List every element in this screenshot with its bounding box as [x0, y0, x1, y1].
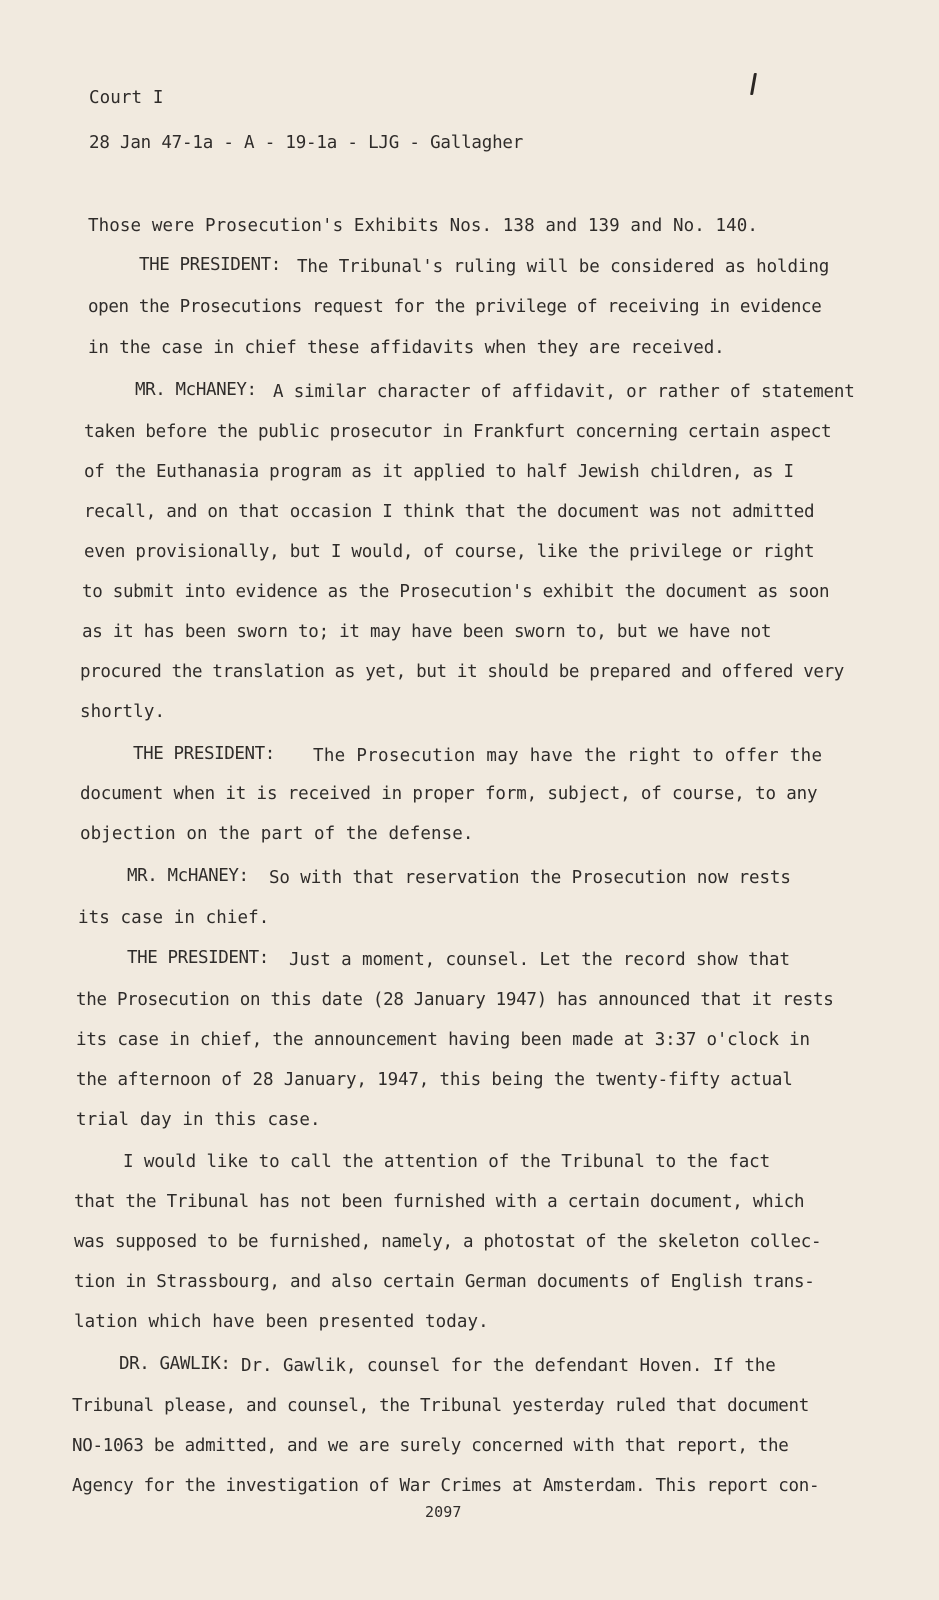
- text-line: as it has been sworn to; it may have been sworn to, but we have not: [82, 622, 772, 642]
- speaker-label: THE PRESIDENT:: [133, 744, 275, 764]
- text-line: recall, and on that occasion I think that the document was not admitted: [84, 502, 815, 522]
- text-line: document when it is received in proper form, subject, of course, to any: [80, 784, 818, 804]
- text-line: trial day in this case.: [76, 1110, 321, 1130]
- speaker-label: MR. McHANEY:: [135, 380, 257, 400]
- speaker-label: MR. McHANEY:: [127, 866, 249, 886]
- handwritten-mark: [750, 73, 757, 95]
- text-line: to submit into evidence as the Prosecution's exhibit the document as soon: [82, 582, 830, 602]
- text-line: lation which have been presented today.: [74, 1312, 489, 1332]
- text-line: The Tribunal's ruling will be considered as holding: [297, 257, 830, 277]
- text-line: the afternoon of 28 January, 1947, this being the twenty-fifty actual: [76, 1070, 793, 1090]
- text-line: the Prosecution on this date (28 January 1947) has announced that it rests: [76, 990, 834, 1010]
- text-line: I would like to call the attention of the Tribunal to the fact: [123, 1152, 771, 1172]
- text-line: tion in Strassbourg, and also certain German documents of English trans-: [74, 1272, 815, 1292]
- text-line: NO-1063 be admitted, and we are surely concerned with that report, the: [72, 1436, 789, 1456]
- page-number: 2097: [425, 1503, 462, 1521]
- text-line: So with that reservation the Prosecution now rests: [269, 868, 791, 888]
- text-line: its case in chief.: [78, 908, 270, 928]
- text-line: Agency for the investigation of War Crimes at Amsterdam. This report con-: [72, 1476, 820, 1496]
- text-line: even provisionally, but I would, of course, like the privilege or right: [84, 542, 815, 562]
- text-line: Dr. Gawlik, counsel for the defendant Hoven. If the: [241, 1356, 776, 1376]
- speaker-label: THE PRESIDENT:: [139, 255, 281, 275]
- text-line: procured the translation as yet, but it should be prepared and offered very: [80, 662, 844, 682]
- text-line: Those were Prosecution's Exhibits Nos. 138 and 139 and No. 140.: [88, 216, 759, 236]
- text-line: open the Prosecutions request for the privilege of receiving in evidence: [88, 297, 822, 317]
- text-line: A similar character of affidavit, or rather of statement: [273, 382, 855, 402]
- header-info: 28 Jan 47-1a - A - 19-1a - LJG - Gallagher: [89, 133, 524, 153]
- text-line: Tribunal please, and counsel, the Tribunal yesterday ruled that document: [72, 1396, 809, 1416]
- text-line: Just a moment, counsel. Let the record show that: [289, 950, 790, 970]
- court-label: Court I: [89, 88, 164, 108]
- text-line: shortly.: [80, 702, 166, 722]
- text-line: taken before the public prosecutor in Frankfurt concerning certain aspect: [84, 422, 832, 442]
- speaker-label: THE PRESIDENT:: [127, 948, 269, 968]
- text-line: that the Tribunal has not been furnished with a certain document, which: [74, 1192, 805, 1212]
- text-line: was supposed to be furnished, namely, a photostat of the skeleton collec-: [74, 1232, 822, 1252]
- text-line: The Prosecution may have the right to offer the: [313, 746, 823, 766]
- text-line: in the case in chief these affidavits when they are received.: [88, 338, 725, 358]
- text-line: of the Euthanasia program as it applied to half Jewish children, as I: [84, 462, 794, 482]
- text-line: objection on the part of the defense.: [80, 824, 474, 844]
- text-line: its case in chief, the announcement having been made at 3:37 o'clock in: [76, 1030, 810, 1050]
- speaker-label: DR. GAWLIK:: [119, 1354, 231, 1374]
